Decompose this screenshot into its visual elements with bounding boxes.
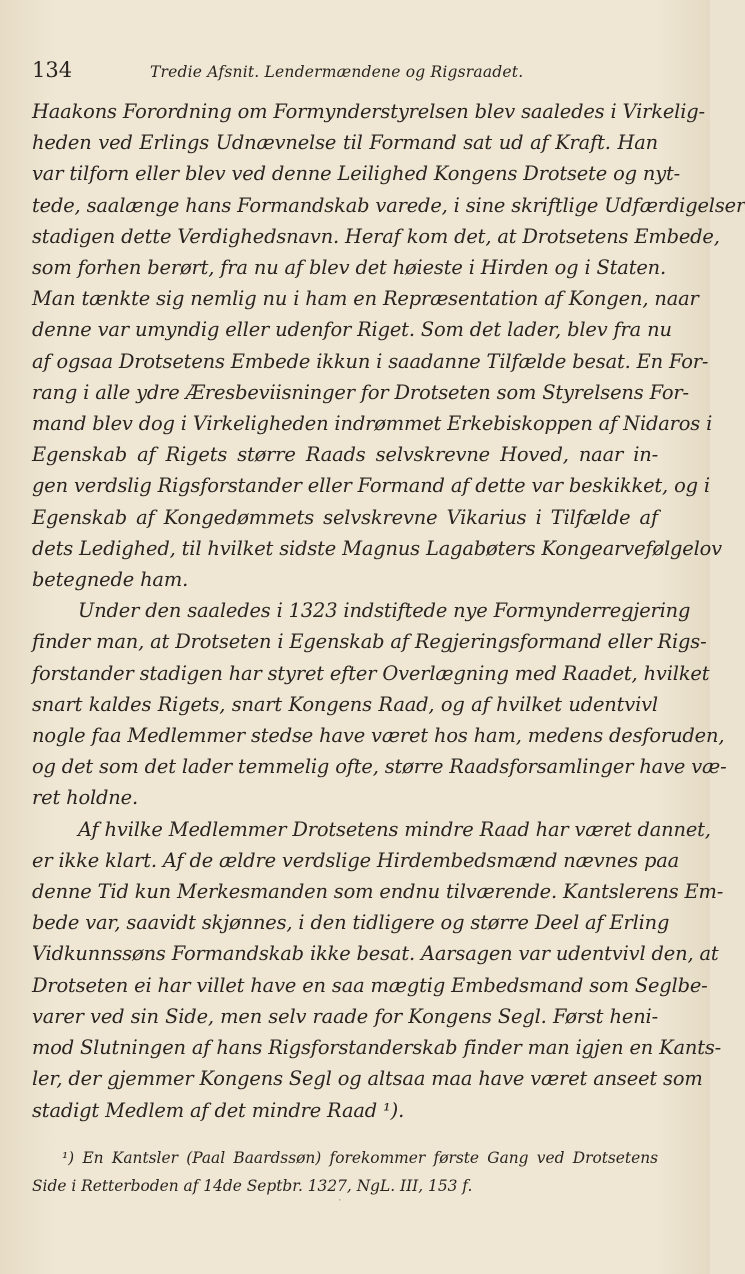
text-line: Haakons Forordning om Formynderstyrelsen blev saaledes i Virkelig- xyxy=(32,100,705,123)
text-line: stadigt Medlem af det mindre Raad ¹). xyxy=(32,1098,405,1122)
paragraph xyxy=(32,96,745,595)
text-line: bede var, saavidt skjønnes, i den tidligere og større Deel af Erling xyxy=(32,911,670,935)
text-line: dets Ledighed, til hvilket sidste Magnus Lagabøters Kongearvefølgelov xyxy=(32,536,722,560)
text-line: ret holdne. xyxy=(32,786,138,810)
footnote-line: Side i Retterboden af 14de Septbr. 1327, NgL. III, 153 f. xyxy=(32,1176,473,1195)
text-line: som forhen berørt, fra nu af blev det høieste i Hirden og i Staten. xyxy=(32,256,667,280)
text-line: af ogsaa Drotsetens Embede ikkun i saadanne Tilfælde besat. En For- xyxy=(32,349,709,373)
text-line: Vidkunnssøns Formandskab ikke besat. Aarsagen var udentvivl den, at xyxy=(32,942,719,966)
page-mark: ˙ xyxy=(337,1198,343,1211)
text-line: er ikke klart. Af de ældre verdslige Hirdembedsmænd nævnes paa xyxy=(32,848,680,872)
text-line: stadigen dette Verdighedsnavn. Heraf kom det, at Drotsetens Embede, xyxy=(32,224,720,248)
text-line: denne var umyndig eller udenfor Riget. Som det lader, blev fra nu xyxy=(32,318,672,342)
text-line: gen verdslig Rigsforstander eller Formand af dette var beskikket, og i xyxy=(32,474,710,498)
paragraph xyxy=(32,814,724,1126)
text-line: Egenskab af Rigets større Raads selvskrevne Hoved, naar in- xyxy=(32,443,658,467)
text-line: varer ved sin Side, men selv raade for Kongens Segl. Først heni- xyxy=(32,1004,658,1028)
text-line: tede, saalænge hans Formandskab varede, i sine skriftlige Udfærdigelser xyxy=(32,193,745,217)
text-line: og det som det lader temmelig ofte, større Raadsforsamlinger have væ- xyxy=(32,755,727,779)
text-line: Egenskab af Kongedømmets selvskrevne Vikarius i Tilfælde af xyxy=(32,505,658,529)
text-line: ler, der gjemmer Kongens Segl og altsaa maa have været anseet som xyxy=(32,1067,703,1091)
text-line: mand blev dog i Virkeligheden indrømmet Erkebiskoppen af Nidaros i xyxy=(32,412,713,436)
text-line: rang i alle ydre Æresbeviisninger for Drotseten som Styrelsens For- xyxy=(32,380,689,404)
text-line: betegnede ham. xyxy=(32,568,189,592)
text-line: finder man, at Drotseten i Egenskab af Regjeringsformand eller Rigs- xyxy=(32,630,707,654)
text-line: Under den saaledes i 1323 indstiftede nye Formynderregjering xyxy=(78,599,691,623)
footnote-line: ¹) En Kantsler (Paal Baardssøn) forekommer første Gang ved Drotsetens xyxy=(62,1148,658,1167)
text-line: snart kaldes Rigets, snart Kongens Raad, og af hvilket udentvivl xyxy=(32,692,658,716)
footnote xyxy=(32,1144,658,1200)
text-line: var tilforn eller blev ved denne Leilighed Kongens Drotsete og nyt- xyxy=(32,162,681,186)
text-line: Drotseten ei har villet have en saa mægtig Embedsmand som Seglbe- xyxy=(32,973,708,997)
page-number: 134 xyxy=(32,58,73,82)
text-line: heden ved Erlings Udnævnelse til Formand sat ud af Kraft. Han xyxy=(32,131,658,155)
text-line: mod Slutningen af hans Rigsforstanderskab finder man igjen en Kants- xyxy=(32,1036,722,1060)
text-line: Man tænkte sig nemlig nu i ham en Repræsentation af Kongen, naar xyxy=(32,287,699,311)
paragraph xyxy=(32,595,727,813)
text-line: forstander stadigen har styret efter Overlægning med Raadet, hvilket xyxy=(32,661,710,685)
text-line: nogle faa Medlemmer stedse have været hos ham, medens desforuden, xyxy=(32,724,725,748)
running-head-title: Tredie Afsnit. Lendermændene og Rigsraadet. xyxy=(150,63,524,81)
text-line: denne Tid kun Merkesmanden som endnu tilværende. Kantslerens Em- xyxy=(32,880,724,904)
body-text xyxy=(32,96,745,1126)
text-line: Af hvilke Medlemmer Drotsetens mindre Raad har været dannet, xyxy=(78,817,711,841)
running-head xyxy=(32,58,658,88)
